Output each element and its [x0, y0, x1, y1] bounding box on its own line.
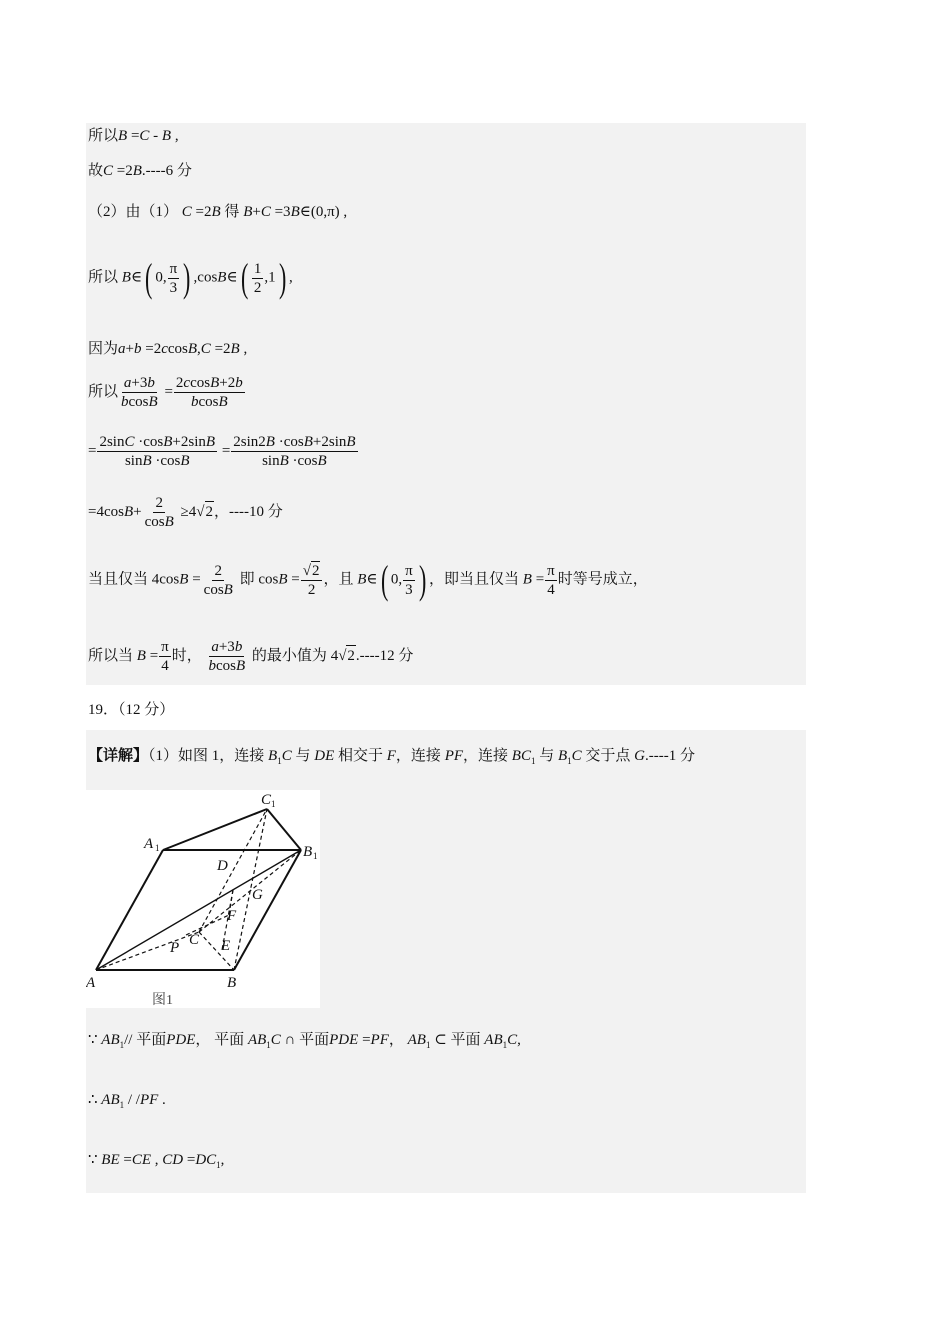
detail-line: 【详解】（1）如图 1，连接 $B_1C$ 与 DE 相交于 F，连接 PF，连接 $BC_1$ 与 $B_1C$ 交于点 G.----1 分 — [88, 748, 695, 766]
label-A: A — [86, 975, 96, 991]
label-C1-sub: 1 — [271, 799, 276, 809]
label-P: P — [170, 940, 180, 956]
label-E: E — [221, 938, 231, 954]
proof-line-1: ∵ $AB_1//$ 平面PDE， 平面 $AB_1C$ ∩ 平面PDE =PF， $AB_1$ ⊂ 平面 $AB_1C$, — [88, 1032, 521, 1050]
label-B1-sub: 1 — [313, 851, 318, 861]
label-C1: C — [261, 792, 272, 808]
line-ratio: 所以 $\frac{a+3b}{bcosB}$ = $\frac{2ccosB+2b}{bcosB}$ — [88, 375, 243, 410]
figure-1 — [86, 790, 320, 1008]
label-B: B — [227, 975, 237, 991]
label-D: D — [217, 858, 228, 874]
line-equality: 当且仅当 4cosB = $\frac{2}{\cos B}$ 即 cosB = $\frac{√2}{2}$ ，且 B∈( 0, $\frac{\pi}{3}$ ) ，即当且仅当 B = $\frac{\pi}{4}$ 时等号成立， — [88, 557, 648, 602]
line-minimum: 所以当 B = $\frac{\pi}{4}$ 时， $\frac{a+3b}{bcosB}$ 的最小值为 4√2.----12 分 — [88, 639, 414, 674]
line-because: 因为a+b =2ccosB,C =2B , — [88, 341, 248, 357]
label-B1: B — [303, 844, 313, 860]
question-19-heading: 19．（12 分） — [88, 702, 175, 718]
label-G: G — [252, 887, 263, 903]
line-b-eq: 所以B =C - B , — [88, 128, 179, 144]
line-c-eq-2b: 故C =2B.----6 分 — [88, 163, 192, 179]
label-F: F — [227, 908, 237, 924]
line-sine: = $\frac{2\sin C \cdot\cos B+2\sin B}{\sin B \cdot\cos B}$ = $\frac{2\sin 2B \cdot\cos B+2\sin B}{\sin B \cdot\cos B}$ — [88, 434, 356, 469]
line-part2: （2）由（1） C =2B 得 B+C =3B∈(0,π) , — [88, 204, 348, 220]
proof-line-2: ∴ $AB_1 / /PF$ . — [88, 1092, 166, 1110]
label-A1-sub: 1 — [155, 843, 160, 853]
proof-line-3: ∵ BE =CE , CD $=DC_1$, — [88, 1152, 225, 1170]
line-inequality: =4cosB+ $\frac{2}{\cos B}$ ≥4√2，----10 分 — [88, 495, 283, 530]
prism-diagram — [86, 790, 320, 1008]
label-A1: A — [144, 836, 154, 852]
line-range-b: 所以 B∈( 0, $\frac{\pi}{3}$ ) ,cosB∈( $\frac{1}{2}$ ,1) , — [88, 255, 293, 300]
label-C: C — [189, 932, 200, 948]
figure-caption: 图1 — [152, 993, 173, 1008]
